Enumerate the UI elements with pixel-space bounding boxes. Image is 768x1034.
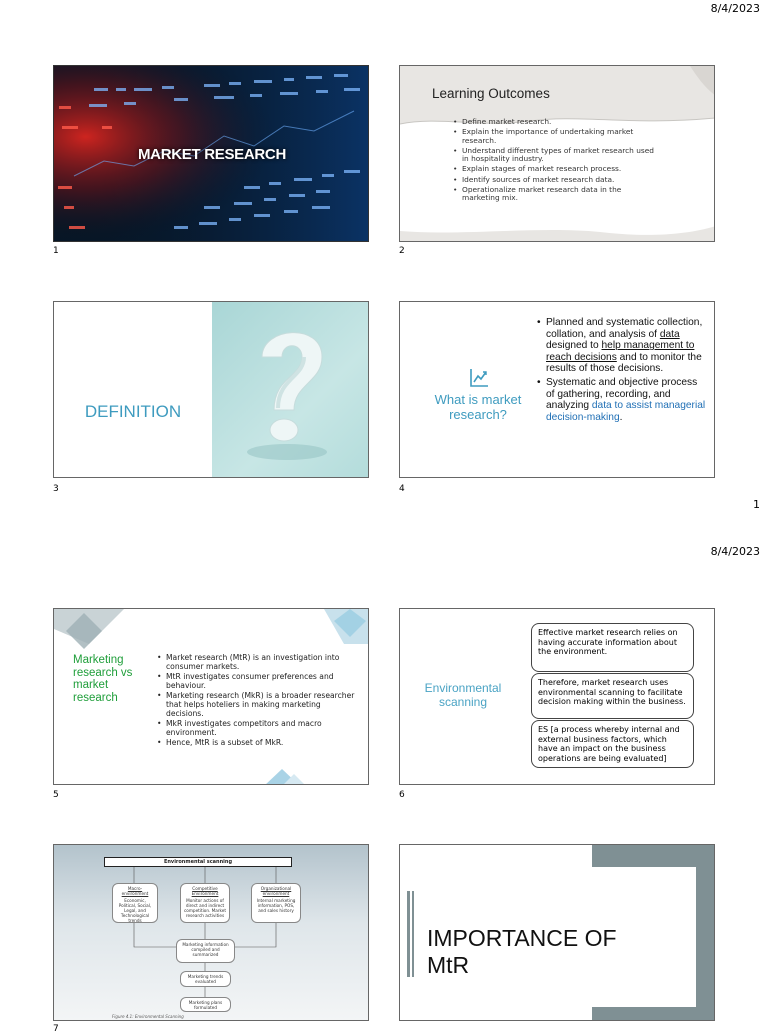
slide-3-number: 3 (53, 484, 59, 494)
slide-8-title: IMPORTANCE OF MtR (427, 925, 617, 978)
outcome-item: • Understand different types of market research used in hospitality industry. (453, 147, 658, 164)
slide-1-market-research (53, 65, 369, 242)
competitive-environment-box: Competitive Environment Monitor actions of direct and indirect competition. Market research activities (180, 883, 230, 923)
slide-5-title: Marketing research vs market research (73, 654, 133, 704)
slide-6-environmental-scanning (399, 608, 715, 785)
slide-4-what-is-market-research (399, 301, 715, 478)
slide-3-title: DEFINITION (84, 402, 182, 421)
line-chart-icon (468, 367, 490, 389)
comparison-item: • Market research (MtR) is an investigation into consumer markets. (157, 654, 357, 671)
accent-bar (407, 891, 410, 977)
page-number: 1 (753, 498, 760, 511)
outcome-item: • Define market research. (453, 118, 658, 127)
trends-evaluated-box: Marketing trends evaluated (180, 971, 231, 987)
es-box-1: Effective market research relies on having accurate information about the environment. (531, 623, 694, 672)
slide-2-learning-outcomes (399, 65, 715, 242)
comparison-item: • Hence, MtR is a subset of MkR. (157, 739, 357, 748)
organizational-environment-box: Organizational environment Internal marketing information, POS, and sales history (251, 883, 301, 923)
slide-4-number: 4 (399, 484, 405, 494)
question-mark-image (212, 302, 369, 478)
slide-5-bullets (157, 654, 357, 748)
slide-5-marketing-vs-market-research (53, 608, 369, 785)
question-mark-icon (212, 302, 369, 478)
slide-6-number: 6 (399, 790, 405, 800)
definition-bullet-2: • Systematic and objective process of gathering, recording, and analyzing data to assist managerial decision-making. (537, 377, 707, 423)
figure-header: Environmental scanning (104, 857, 292, 867)
slide-1-number: 1 (53, 246, 59, 256)
slide-2-number: 2 (399, 246, 405, 256)
outcome-item: • Explain the importance of undertaking market research. (453, 128, 658, 145)
definition-bullet-1: • Planned and systematic collection, collation, and analysis of data designed to help management to reach decisions and to monitor the results of those decisions. (537, 317, 707, 375)
slide-5-number: 5 (53, 790, 59, 800)
information-compiled-box: Marketing information compiled and summarized (176, 939, 235, 963)
slide-4-bullets (537, 317, 707, 423)
flow-connectors (54, 845, 369, 1021)
plans-formulated-box: Marketing plans formulated (180, 997, 231, 1012)
macro-environment-box: Macro-environment Economic, Political, Social, Legal, and Technological trends (112, 883, 158, 923)
slide-1-title: MARKET RESEARCH (137, 146, 286, 163)
comparison-item: • MtR investigates consumer preferences and behaviour. (157, 673, 357, 690)
outcome-item: • Identify sources of market research data. (453, 176, 658, 185)
slide-7-environmental-scanning-figure (53, 844, 369, 1021)
slide-2-bullets (453, 118, 658, 204)
accent-bar-thin (412, 891, 414, 977)
slide-3-definition (53, 301, 369, 478)
page2-date: 8/4/2023 (710, 545, 760, 558)
figure-caption: Figure 4.1: Environmental Scanning (112, 1014, 184, 1019)
comparison-item: • Marketing research (MkR) is a broader researcher that helps hoteliers in making marketing decisions. (157, 692, 357, 718)
es-box-3: ES [a process whereby internal and external business factors, which have an impact on the business operations are being evaluated] (531, 720, 694, 768)
outcome-item: • Operationalize market research data in the marketing mix. (453, 186, 658, 203)
es-box-2: Therefore, market research uses environmental scanning to facilitate decision making within the business. (531, 673, 694, 719)
slide-4-title: What is market research? (434, 392, 522, 422)
outcome-item: • Explain stages of market research process. (453, 165, 658, 174)
page1-date: 8/4/2023 (710, 2, 760, 15)
slide-8-importance-of-mtr (399, 844, 715, 1021)
slide-7-number: 7 (53, 1024, 59, 1034)
comparison-item: • MkR investigates competitors and macro environment. (157, 720, 357, 737)
slide-2-title: Learning Outcomes (432, 86, 550, 101)
slide-6-title: Environmental scanning (424, 681, 502, 709)
